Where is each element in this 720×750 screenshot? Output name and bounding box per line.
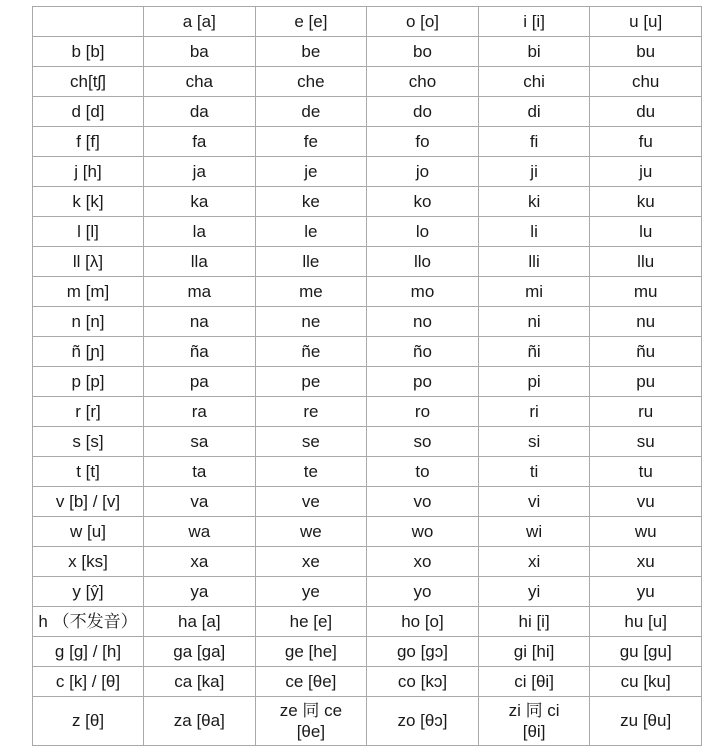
table-row <box>33 427 702 457</box>
table-row <box>33 277 702 307</box>
syllable-cell: bo <box>367 37 479 67</box>
syllable-cell: di <box>478 97 590 127</box>
syllable-cell: pe <box>255 367 367 397</box>
syllable-cell: le <box>255 217 367 247</box>
syllable-cell: pa <box>144 367 256 397</box>
table-row <box>33 187 702 217</box>
syllable-cell: no <box>367 307 479 337</box>
syllable-cell: hi [i] <box>478 607 590 637</box>
table-row <box>33 127 702 157</box>
vowel-header-cell: o [o] <box>367 7 479 37</box>
syllable-cell: wi <box>478 517 590 547</box>
syllable-cell: ca [ka] <box>144 667 256 697</box>
syllable-cell: la <box>144 217 256 247</box>
syllable-cell: tu <box>590 457 702 487</box>
syllable-cell: ño <box>367 337 479 367</box>
syllable-cell: zu [θu] <box>590 697 702 746</box>
consonant-cell: z [θ] <box>33 697 144 746</box>
syllable-cell: co [kɔ] <box>367 667 479 697</box>
table-row <box>33 697 702 746</box>
table-row <box>33 367 702 397</box>
syllable-cell: ji <box>478 157 590 187</box>
syllable-cell: po <box>367 367 479 397</box>
syllable-cell: wu <box>590 517 702 547</box>
syllable-table <box>32 6 702 746</box>
consonant-cell: p [p] <box>33 367 144 397</box>
header-row <box>33 7 702 37</box>
table-row <box>33 307 702 337</box>
syllable-cell: te <box>255 457 367 487</box>
consonant-cell: ll [λ] <box>33 247 144 277</box>
syllable-cell: ña <box>144 337 256 367</box>
corner-cell <box>33 7 144 37</box>
consonant-cell: s [s] <box>33 427 144 457</box>
syllable-cell: do <box>367 97 479 127</box>
syllable-cell: bi <box>478 37 590 67</box>
table-row <box>33 577 702 607</box>
syllable-cell: mo <box>367 277 479 307</box>
syllable-cell: chu <box>590 67 702 97</box>
syllable-cell: be <box>255 37 367 67</box>
table-row <box>33 97 702 127</box>
table-row <box>33 217 702 247</box>
consonant-cell: h （不发音） <box>33 607 144 637</box>
syllable-cell: ju <box>590 157 702 187</box>
syllable-cell: ja <box>144 157 256 187</box>
syllable-cell: ra <box>144 397 256 427</box>
syllable-cell: xa <box>144 547 256 577</box>
syllable-cell <box>255 697 367 746</box>
syllable-cell: ti <box>478 457 590 487</box>
syllable-cell: ma <box>144 277 256 307</box>
syllable-cell: xe <box>255 547 367 577</box>
syllable-cell: pu <box>590 367 702 397</box>
syllable-cell: du <box>590 97 702 127</box>
consonant-cell: g [g] / [h] <box>33 637 144 667</box>
consonant-cell: m [m] <box>33 277 144 307</box>
syllable-cell: lo <box>367 217 479 247</box>
syllable-cell: ya <box>144 577 256 607</box>
syllable-cell: fu <box>590 127 702 157</box>
syllable-cell: se <box>255 427 367 457</box>
consonant-cell: ch[tʃ] <box>33 67 144 97</box>
cell-line: [θe] <box>296 722 326 741</box>
syllable-cell: su <box>590 427 702 457</box>
table-row <box>33 397 702 427</box>
syllable-cell: vo <box>367 487 479 517</box>
syllable-cell: fa <box>144 127 256 157</box>
syllable-cell: gi [hi] <box>478 637 590 667</box>
syllable-cell: va <box>144 487 256 517</box>
syllable-cell: wo <box>367 517 479 547</box>
table-row <box>33 457 702 487</box>
cell-line: zi 同 ci <box>508 701 560 720</box>
syllable-cell: ñe <box>255 337 367 367</box>
syllable-cell: chi <box>478 67 590 97</box>
consonant-cell: w [u] <box>33 517 144 547</box>
syllable-cell: re <box>255 397 367 427</box>
consonant-cell: c [k] / [θ] <box>33 667 144 697</box>
syllable-cell: cha <box>144 67 256 97</box>
syllable-cell: hu [u] <box>590 607 702 637</box>
table-row <box>33 157 702 187</box>
syllable-cell: he [e] <box>255 607 367 637</box>
vowel-header-cell: i [i] <box>478 7 590 37</box>
syllable-cell: na <box>144 307 256 337</box>
syllable-cell: jo <box>367 157 479 187</box>
syllable-cell: mi <box>478 277 590 307</box>
consonant-cell: t [t] <box>33 457 144 487</box>
syllable-cell: fi <box>478 127 590 157</box>
table-row <box>33 337 702 367</box>
syllable-cell: ta <box>144 457 256 487</box>
syllable-cell: yi <box>478 577 590 607</box>
syllable-cell: che <box>255 67 367 97</box>
syllable-cell: ye <box>255 577 367 607</box>
cell-line: ze 同 ce <box>279 701 343 720</box>
two-line-text <box>280 700 342 742</box>
syllable-cell: cho <box>367 67 479 97</box>
syllable-cell: je <box>255 157 367 187</box>
syllable-cell: vi <box>478 487 590 517</box>
consonant-cell: k [k] <box>33 187 144 217</box>
consonant-cell: ñ [ɲ] <box>33 337 144 367</box>
syllable-cell: ha [a] <box>144 607 256 637</box>
syllable-cell: llo <box>367 247 479 277</box>
syllable-cell: so <box>367 427 479 457</box>
consonant-cell: f [f] <box>33 127 144 157</box>
syllable-cell: ñu <box>590 337 702 367</box>
syllable-cell: yu <box>590 577 702 607</box>
syllable-cell: nu <box>590 307 702 337</box>
table-row <box>33 67 702 97</box>
syllable-cell: ñi <box>478 337 590 367</box>
consonant-cell: l [l] <box>33 217 144 247</box>
syllable-cell: xo <box>367 547 479 577</box>
table-row <box>33 517 702 547</box>
syllable-cell: xu <box>590 547 702 577</box>
syllable-cell: ci [θi] <box>478 667 590 697</box>
table-row <box>33 37 702 67</box>
vowel-header-cell: a [a] <box>144 7 256 37</box>
syllable-cell: li <box>478 217 590 247</box>
syllable-cell: fe <box>255 127 367 157</box>
syllable-cell: gu [gu] <box>590 637 702 667</box>
syllable-cell: ve <box>255 487 367 517</box>
syllable-cell: ko <box>367 187 479 217</box>
syllable-cell: me <box>255 277 367 307</box>
table-row <box>33 667 702 697</box>
syllable-cell: vu <box>590 487 702 517</box>
syllable-cell: we <box>255 517 367 547</box>
syllable-cell: cu [ku] <box>590 667 702 697</box>
syllable-cell: ne <box>255 307 367 337</box>
consonant-cell: b [b] <box>33 37 144 67</box>
syllable-cell: lla <box>144 247 256 277</box>
syllable-cell: ro <box>367 397 479 427</box>
syllable-cell: go [gɔ] <box>367 637 479 667</box>
syllable-cell: llu <box>590 247 702 277</box>
syllable-cell: to <box>367 457 479 487</box>
consonant-cell: v [b] / [v] <box>33 487 144 517</box>
syllable-cell: ba <box>144 37 256 67</box>
consonant-cell: n [n] <box>33 307 144 337</box>
syllable-cell: ce [θe] <box>255 667 367 697</box>
table-row <box>33 247 702 277</box>
syllable-cell: sa <box>144 427 256 457</box>
syllable-cell: da <box>144 97 256 127</box>
syllable-cell: ri <box>478 397 590 427</box>
syllable-cell: ni <box>478 307 590 337</box>
syllable-cell: ku <box>590 187 702 217</box>
syllable-cell: ge [he] <box>255 637 367 667</box>
table-row <box>33 487 702 517</box>
table-row <box>33 637 702 667</box>
syllable-cell: ga [ga] <box>144 637 256 667</box>
syllable-cell: de <box>255 97 367 127</box>
syllable-cell: ru <box>590 397 702 427</box>
syllable-cell: wa <box>144 517 256 547</box>
syllable-cell: pi <box>478 367 590 397</box>
syllable-cell <box>478 697 590 746</box>
consonant-cell: r [r] <box>33 397 144 427</box>
syllable-cell: mu <box>590 277 702 307</box>
syllable-cell: ka <box>144 187 256 217</box>
syllable-cell: za [θa] <box>144 697 256 746</box>
two-line-text <box>509 700 560 742</box>
syllable-cell: bu <box>590 37 702 67</box>
syllable-cell: yo <box>367 577 479 607</box>
table-row <box>33 547 702 577</box>
syllable-cell: si <box>478 427 590 457</box>
cell-line: [θi] <box>522 722 546 741</box>
consonant-cell: d [d] <box>33 97 144 127</box>
consonant-cell: x [ks] <box>33 547 144 577</box>
consonant-cell: j [h] <box>33 157 144 187</box>
syllable-cell: ke <box>255 187 367 217</box>
syllable-cell: lu <box>590 217 702 247</box>
syllable-cell: ki <box>478 187 590 217</box>
syllable-cell: zo [θɔ] <box>367 697 479 746</box>
syllable-cell: ho [o] <box>367 607 479 637</box>
syllable-cell: lli <box>478 247 590 277</box>
syllable-cell: lle <box>255 247 367 277</box>
vowel-header-cell: u [u] <box>590 7 702 37</box>
syllable-cell: fo <box>367 127 479 157</box>
table-row <box>33 607 702 637</box>
vowel-header-cell: e [e] <box>255 7 367 37</box>
consonant-cell: y [ŷ] <box>33 577 144 607</box>
syllable-cell: xi <box>478 547 590 577</box>
